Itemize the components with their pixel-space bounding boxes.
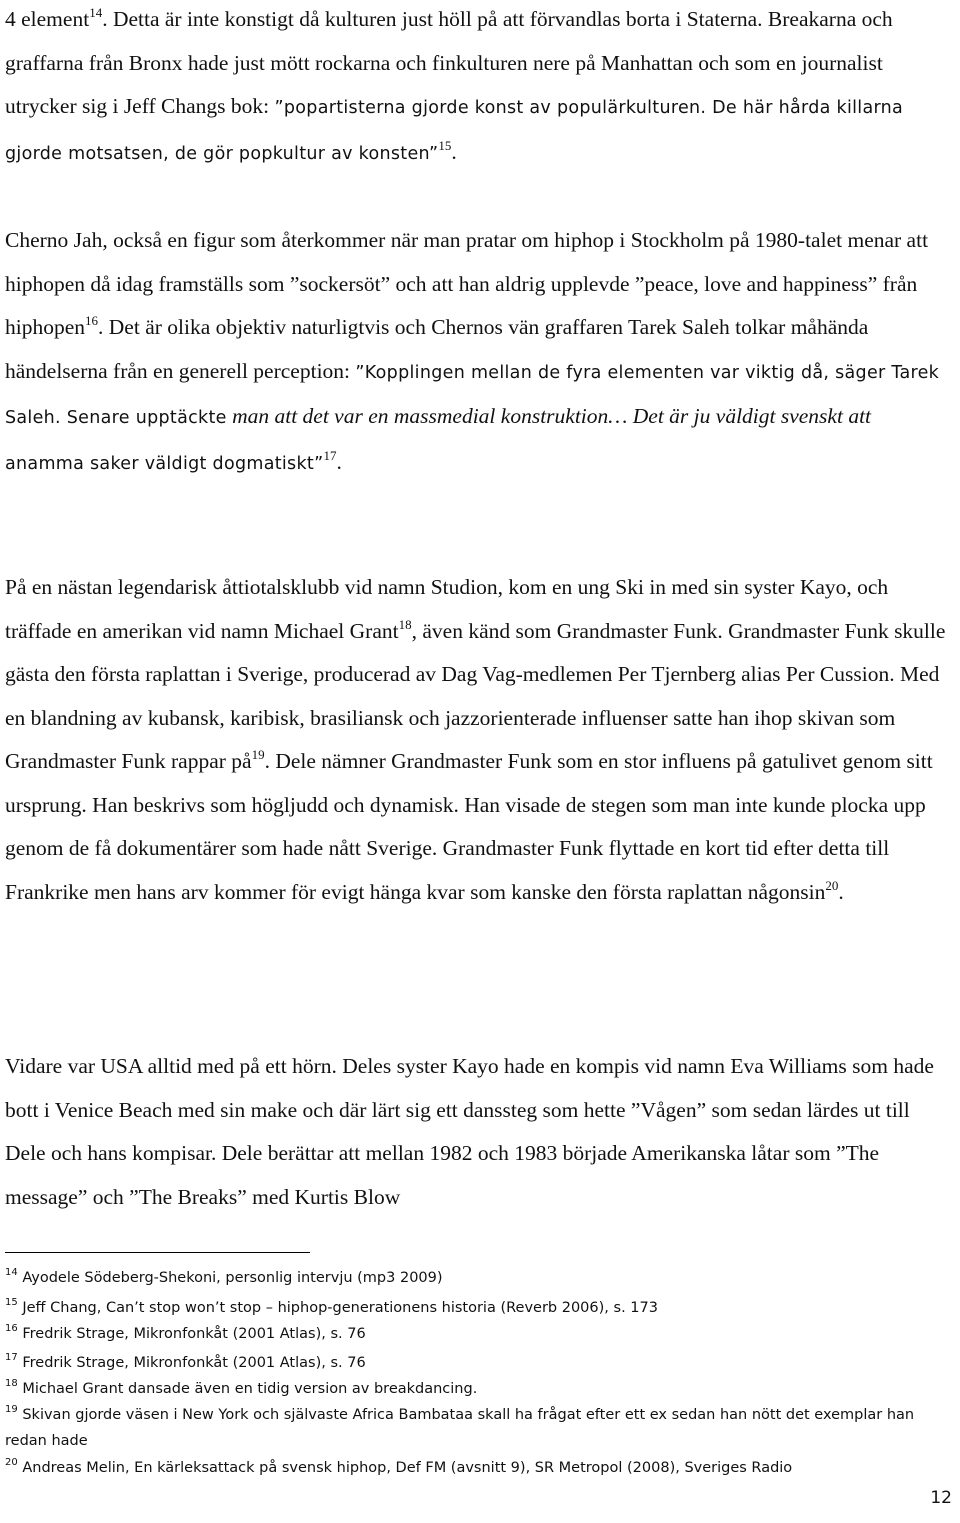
- footnote-number: 15: [5, 1297, 18, 1308]
- footnote-text: Michael Grant dansade även en tidig version av breakdancing.: [22, 1381, 478, 1397]
- text-run: man att det var en massmedial konstruktion… Det är ju väldigt svenskt att: [226, 404, 872, 428]
- footnote-divider: [5, 1252, 310, 1253]
- footnote-19: [5, 1402, 955, 1454]
- text-run: anamma saker väldigt dogmatiskt”: [5, 453, 324, 474]
- text-run: .: [336, 449, 342, 474]
- footnote-ref: 16: [85, 313, 99, 328]
- paragraph-4: [5, 1045, 955, 1219]
- text-run: Vidare var USA alltid med på ett hörn. Deles syster Kayo hade en kompis vid namn Eva Williams som hade bott i Venice Beach med sin make och där lärt sig ett danssteg som hette ”Vågen” som sedan lärdes ut till Dele och hans kompisar. Dele berättar att mellan 1982 och 1983 började Amerikanska låtar som ”The message” och ”The Breaks” med Kurtis Blow: [5, 1054, 934, 1209]
- footnote-ref: 18: [398, 616, 412, 632]
- footnote-ref: 20: [825, 877, 839, 893]
- text-run: . Det är olika objektiv naturligtvis och Chernos vän graffaren Tarek Saleh tolkar måhända händelserna från en generell perception:: [5, 315, 869, 383]
- paragraph-3: [5, 566, 955, 914]
- footnote-14: [5, 1265, 955, 1292]
- footnote-text: Fredrik Strage, Mikronfonkåt (2001 Atlas), s. 76: [22, 1355, 366, 1371]
- text-run: 4 element: [5, 7, 90, 31]
- text-run: ”Kopplingen mellan de fyra elementen var viktig då, säger Tarek Saleh. Senare upptäckte: [5, 362, 940, 428]
- footnote-ref: 17: [323, 447, 337, 463]
- text-run: ”popartisterna gjorde konst av populärkulturen. De här hårda killarna gjorde motsatsen, de gör popkultur av konsten”: [5, 98, 904, 164]
- footnote-20: [5, 1455, 955, 1482]
- paragraph-2: [5, 219, 955, 486]
- text-run: . Dele nämner Grandmaster Funk som en stor influens på gatulivet genom sitt ursprung. Han beskrivs som högljudd och dynamisk. Han visade de stegen som man inte kunde plocka upp genom de få dokumentärer som hade nått Sverige. Grandmaster Funk flyttade en kort tid efter detta till Frankrike men hans arv kommer för evigt hänga kvar som kanske den första raplattan någonsin: [5, 749, 933, 904]
- footnote-text: Fredrik Strage, Mikronfonkåt (2001 Atlas), s. 76: [22, 1326, 366, 1342]
- footnote-number: 19: [5, 1404, 18, 1415]
- footnote-ref: 19: [251, 747, 265, 762]
- text-run: , även känd som Grandmaster Funk. Grandmaster Funk skulle gästa den första raplattan i Sverige, producerad av Dag Vag-medlemen Per Tjernberg alias Per Cussion. Med en blandning av kubansk, karibisk, brasiliansk och jazzorienterade influenser satte han ihop skivan som Grandmaster Funk rappar på: [5, 618, 946, 773]
- footnote-number: 16: [5, 1323, 18, 1334]
- footnote-text: Skivan gjorde väsen i New York och självaste Africa Bambataa skall ha frågat efter ett ex sedan han nött det exemplar han redan hade: [5, 1407, 915, 1449]
- text-run: Cherno Jah, också en figur som återkommer när man pratar om hiphop i Stockholm på 1980-talet menar att hiphopen då idag framställs som ”sockersöt” och att han aldrig upplevde ”peace, love and happiness” från hiphopen: [5, 228, 929, 339]
- footnote-number: 14: [5, 1267, 18, 1278]
- text-run: .: [451, 139, 457, 164]
- footnote-ref: 14: [89, 5, 103, 20]
- text-run: .: [838, 879, 844, 904]
- footnote-text: Jeff Chang, Can’t stop won’t stop – hiphop-generationens historia (Reverb 2006), s. 173: [22, 1300, 658, 1316]
- footnote-number: 18: [5, 1378, 18, 1389]
- page-number: 12: [930, 1488, 952, 1508]
- paragraph-1: [5, 0, 955, 176]
- text-run: . Detta är inte konstigt då kulturen just höll på att förvandlas borta i Staterna. Breakarna och graffarna från Bronx hade just mött rockarna och finkulturen nere på Manhattan och som en journalist utrycker sig i Jeff Changs bok:: [5, 7, 893, 118]
- footnote-15: [5, 1295, 955, 1322]
- footnote-17: [5, 1350, 955, 1377]
- footnote-text: Ayodele Södeberg-Shekoni, personlig intervju (mp3 2009): [22, 1270, 443, 1286]
- footnote-number: 20: [5, 1457, 18, 1468]
- footnote-16: [5, 1321, 955, 1348]
- footnote-text: Andreas Melin, En kärleksattack på svensk hiphop, Def FM (avsnitt 9), SR Metropol (2008), Sveriges Radio: [22, 1460, 793, 1476]
- footnote-ref: 15: [438, 137, 452, 153]
- footnote-number: 17: [5, 1352, 18, 1363]
- text-run: På en nästan legendarisk åttiotalsklubb vid namn Studion, kom en ung Ski in med sin syster Kayo, och träffade en amerikan vid namn Michael Grant: [5, 575, 889, 643]
- footnote-18: [5, 1376, 955, 1403]
